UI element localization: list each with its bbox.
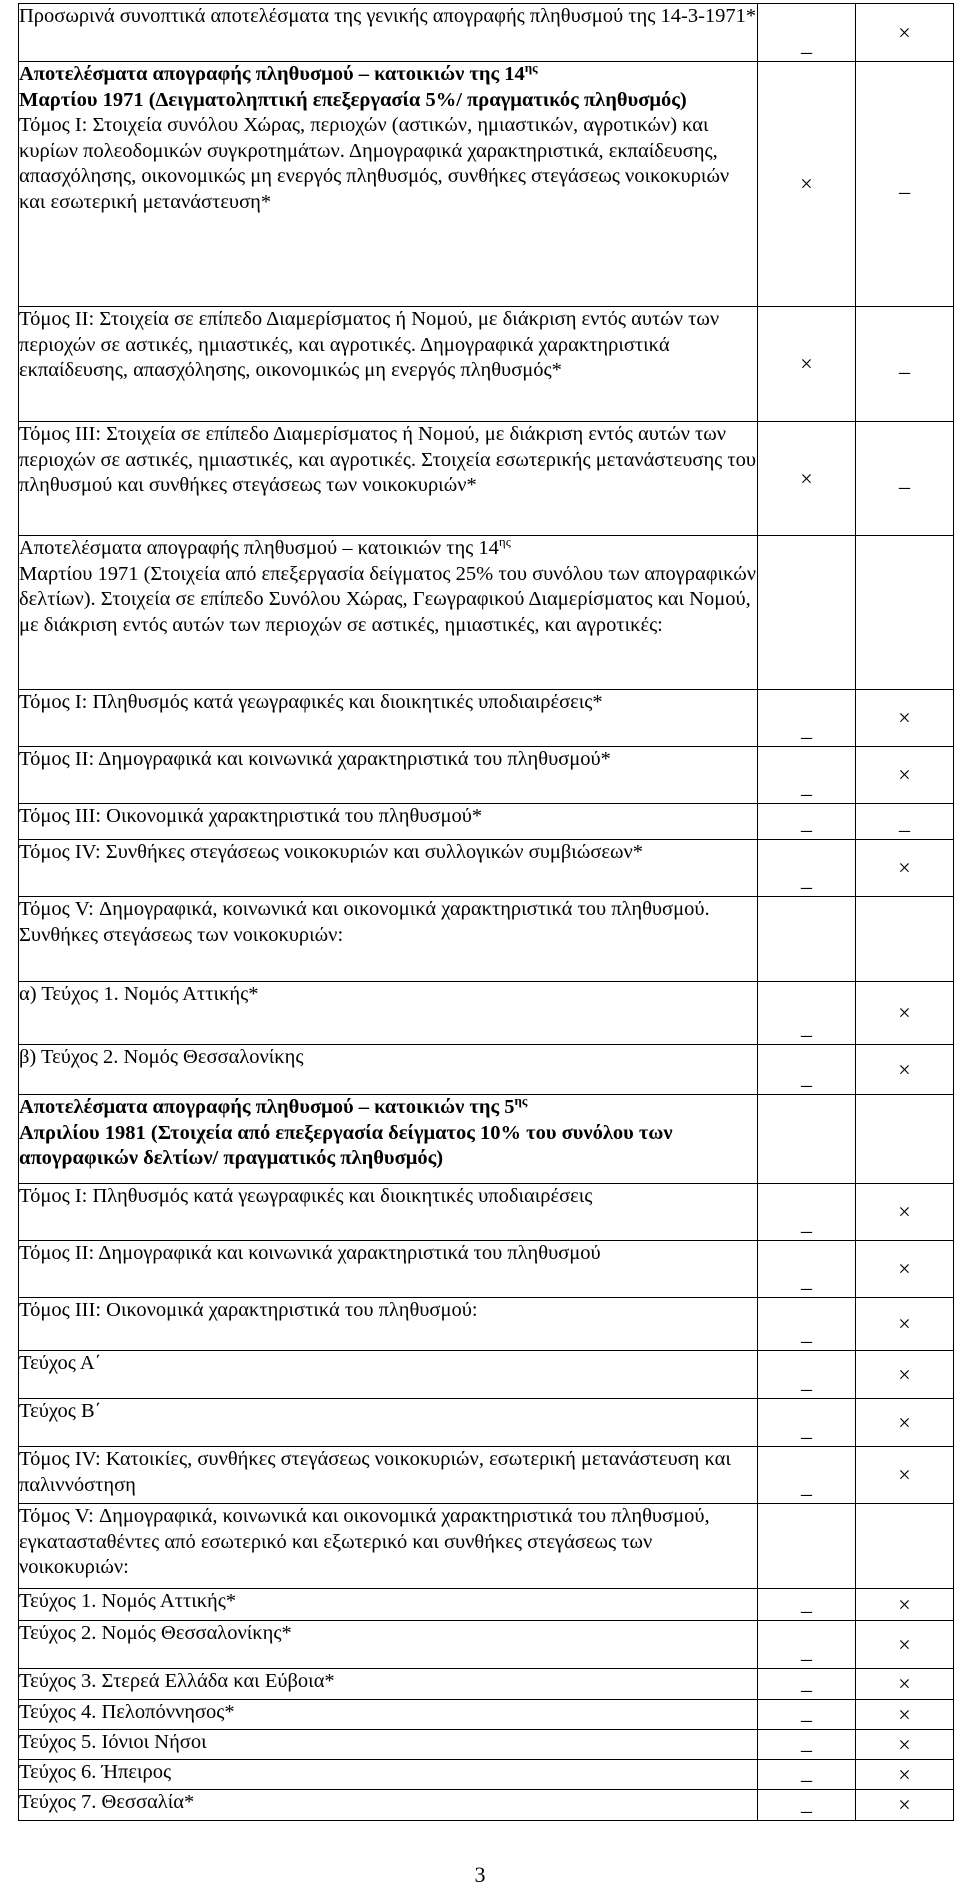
availability-mark-col2 <box>856 1730 954 1760</box>
text-span: Τόμος Ι: Στοιχεία συνόλου Χώρας, περιοχών (αστικών, ημιαστικών, αγροτικών) και κυρίων πολεοδομικών συγκροτημάτων. Δημογραφικά χαρακτηριστικά, εκπαίδευσης, απασχόλησης, οικονομικώς μη ενεργός πληθυσμός, συνθήκες στεγάσεως νοικοκυριών και εσωτερική μετανάστευση* <box>19 114 730 213</box>
text-span: Τόμος V: Δημογραφικά, κοινωνικά και οικονομικά χαρακτηριστικά του πληθυσμού, εγκατασταθέντες από εσωτερικό και εξωτερικό και συνθήκες στεγάσεως των νοικοκυριών: <box>19 1505 710 1579</box>
dash-mark: _ <box>801 773 812 798</box>
table-row <box>19 307 954 422</box>
availability-mark-col1 <box>758 1095 856 1184</box>
availability-mark-col2 <box>856 1589 954 1621</box>
dash-mark: _ <box>801 1064 812 1089</box>
description-text <box>19 1700 757 1726</box>
availability-mark-col1 <box>758 1399 856 1447</box>
publication-description <box>19 1621 758 1669</box>
dash-mark: _ <box>801 1416 812 1441</box>
publication-description <box>19 1760 758 1790</box>
publication-description <box>19 1045 758 1095</box>
cross-mark: × <box>800 351 813 376</box>
availability-mark-col1 <box>758 536 856 690</box>
description-text <box>19 1730 757 1756</box>
table-row <box>19 1700 954 1730</box>
dash-mark: _ <box>801 1267 812 1292</box>
description-text <box>19 804 757 830</box>
description-text <box>19 1589 757 1615</box>
cross-mark: × <box>898 1761 911 1787</box>
table-row <box>19 1241 954 1298</box>
availability-mark-col1 <box>758 1700 856 1730</box>
table-row <box>19 840 954 897</box>
cross-mark: × <box>898 1199 911 1224</box>
availability-mark-col2 <box>856 4 954 62</box>
availability-mark-col1 <box>758 1760 856 1790</box>
description-text <box>19 1298 757 1324</box>
cross-mark: × <box>898 1731 911 1757</box>
description-text <box>19 422 757 499</box>
cross-mark: × <box>898 1671 911 1696</box>
text-span: Τεύχος 5. Ιόνιοι Νήσοι <box>19 1731 207 1753</box>
table-row <box>19 1621 954 1669</box>
availability-mark-col1 <box>758 897 856 982</box>
text-span: Τεύχος 3. Στερεά Ελλάδα και Εύβοια* <box>19 1670 335 1692</box>
dash-mark: _ <box>899 465 910 491</box>
table-row <box>19 62 954 307</box>
description-text <box>19 1241 757 1267</box>
text-span: Αποτελέσματα απογραφής πληθυσμού – κατοικιών της 14 <box>19 537 499 559</box>
publication-description <box>19 4 758 62</box>
text-span: Τόμος ΙΙ: Δημογραφικά και κοινωνικά χαρακτηριστικά του πληθυσμού* <box>19 748 611 770</box>
description-text <box>19 1045 757 1071</box>
text-span: Τόμος ΙΙΙ: Στοιχεία σε επίπεδο Διαμερίσματος ή Νομού, με διάκριση εντός αυτών των περιοχών σε αστικές, ημιαστικές, και αγροτικές. Στοιχεία εσωτερικής μετανάστευσης του πληθυσμού και συνθήκες στεγάσεως των νοικοκυριών* <box>19 423 757 497</box>
publication-description <box>19 1504 758 1589</box>
census-publications-table <box>18 3 954 1821</box>
availability-mark-col2 <box>856 1399 954 1447</box>
description-text <box>19 1447 757 1498</box>
publication-description <box>19 536 758 690</box>
cross-mark: × <box>898 19 911 45</box>
publication-description <box>19 422 758 536</box>
description-text <box>19 840 757 866</box>
description-text <box>19 897 757 948</box>
table-row <box>19 1095 954 1184</box>
availability-mark-col1 <box>758 1504 856 1589</box>
description-text <box>19 1351 757 1377</box>
dash-mark: _ <box>801 716 812 741</box>
table-row <box>19 1790 954 1821</box>
cross-mark: × <box>800 171 813 196</box>
cross-mark: × <box>898 705 911 730</box>
cross-mark: × <box>898 1462 911 1487</box>
text-span: Απριλίου 1981 (Στοιχεία από επεξεργασία δείγματος 10% του συνόλου των απογραφικών δελτίων/ πραγματικός πληθυσμός) <box>19 1121 673 1170</box>
text-span: Τεύχος 2. Νομός Θεσσαλονίκης* <box>19 1622 292 1644</box>
dash-mark: _ <box>801 1368 812 1393</box>
availability-mark-col2 <box>856 1351 954 1399</box>
dash-mark: _ <box>899 809 910 834</box>
description-text <box>19 1184 757 1210</box>
dash-mark: _ <box>801 1669 812 1694</box>
table-row <box>19 1045 954 1095</box>
description-text <box>19 982 757 1008</box>
availability-mark-col2 <box>856 1184 954 1241</box>
text-span: Μαρτίου 1971 (Δειγματοληπτική επεξεργασία 5%/ πραγματικός πληθυσμός) <box>19 88 687 111</box>
text-span: Τόμος ΙV: Κατοικίες, συνθήκες στεγάσεως νοικοκυριών, εσωτερική μετανάστευση και παλιννόστηση <box>19 1448 731 1496</box>
text-span: Τόμος V: Δημογραφικά, κοινωνικά και οικονομικά χαρακτηριστικά του πληθυσμού. Συνθήκες στεγάσεως των νοικοκυριών: <box>19 898 710 946</box>
availability-mark-col1 <box>758 1621 856 1669</box>
availability-mark-col1 <box>758 1351 856 1399</box>
table-row <box>19 1184 954 1241</box>
cross-mark: × <box>898 762 911 787</box>
publication-description <box>19 1447 758 1504</box>
table-row <box>19 690 954 747</box>
publication-description <box>19 982 758 1045</box>
table-row <box>19 1669 954 1700</box>
text-span: Τεύχος 1. Νομός Αττικής* <box>19 1590 237 1612</box>
publication-description <box>19 1184 758 1241</box>
description-text <box>19 536 757 638</box>
availability-mark-col1 <box>758 1045 856 1095</box>
table-row <box>19 422 954 536</box>
dash-mark: _ <box>801 1014 812 1039</box>
publication-description <box>19 1669 758 1700</box>
publication-description <box>19 897 758 982</box>
publication-description <box>19 804 758 840</box>
publication-description <box>19 1730 758 1760</box>
dash-mark: _ <box>801 1320 812 1345</box>
table-row <box>19 536 954 690</box>
text-span: Μαρτίου 1971 (Στοιχεία από επεξεργασία δείγματος 25% του συνόλου των απογραφικών δελτίων). Στοιχεία σε επίπεδο Συνόλου Χώρας, Γεωγραφικού Διαμερίσματος και Νομού, με διάκριση εντός αυτών των περιοχών σε αστικές, ημιαστικές, και αγροτικές: <box>19 562 757 636</box>
publication-description <box>19 1241 758 1298</box>
text-span: Τόμος ΙΙΙ: Οικονομικά χαρακτηριστικά του πληθυσμού: <box>19 1299 478 1321</box>
availability-mark-col1 <box>758 1730 856 1760</box>
publication-description <box>19 1095 758 1184</box>
text-span: Τεύχος 6. Ήπειρος <box>19 1761 172 1783</box>
cross-mark: × <box>898 855 911 880</box>
text-span: Αποτελέσματα απογραφής πληθυσμού – κατοικιών της 14 <box>19 63 525 85</box>
publication-description <box>19 1351 758 1399</box>
publication-description <box>19 1399 758 1447</box>
availability-mark-col2 <box>856 422 954 536</box>
cross-mark: × <box>898 1311 911 1336</box>
availability-mark-col1 <box>758 1589 856 1621</box>
dash-mark: _ <box>801 809 812 834</box>
availability-mark-col1 <box>758 307 856 422</box>
ordinal-superscript: ης <box>524 60 538 76</box>
availability-mark-col1 <box>758 1790 856 1821</box>
table-row <box>19 1589 954 1621</box>
description-text <box>19 747 757 773</box>
publication-description <box>19 62 758 307</box>
description-text <box>19 1621 757 1647</box>
cross-mark: × <box>898 1701 911 1727</box>
availability-mark-col1 <box>758 62 856 307</box>
description-text <box>19 1399 757 1425</box>
table-row <box>19 1447 954 1504</box>
table-row <box>19 1399 954 1447</box>
availability-mark-col1 <box>758 1447 856 1504</box>
publication-description <box>19 1700 758 1730</box>
description-text <box>19 690 757 716</box>
text-span: Αποτελέσματα απογραφής πληθυσμού – κατοικιών της 5 <box>19 1096 515 1118</box>
dash-mark: _ <box>801 1759 812 1784</box>
page-number: 3 <box>474 1862 486 1887</box>
text-span: Τεύχος Α΄ <box>19 1352 102 1374</box>
text-span: Προσωρινά συνοπτικά αποτελέσματα της γενικής απογραφής πληθυσμού της 14-3-1971* <box>19 5 757 27</box>
cross-mark: × <box>898 1000 911 1025</box>
availability-mark-col2 <box>856 897 954 982</box>
cross-mark: × <box>898 1409 911 1435</box>
availability-mark-col1 <box>758 982 856 1045</box>
availability-mark-col1 <box>758 4 856 62</box>
availability-mark-col1 <box>758 1669 856 1700</box>
availability-mark-col1 <box>758 840 856 897</box>
dash-mark: _ <box>801 31 812 56</box>
availability-mark-col2 <box>856 1621 954 1669</box>
availability-mark-col2 <box>856 1504 954 1589</box>
description-text <box>19 1095 757 1172</box>
cross-mark: × <box>800 465 813 491</box>
ordinal-superscript: ης <box>514 1093 528 1109</box>
availability-mark-col2 <box>856 747 954 804</box>
availability-mark-col1 <box>758 1241 856 1298</box>
text-span: Τόμος ΙΙ: Δημογραφικά και κοινωνικά χαρακτηριστικά του πληθυσμού <box>19 1242 601 1264</box>
cross-mark: × <box>898 1631 911 1657</box>
cross-mark: × <box>898 1792 911 1817</box>
dash-mark: _ <box>801 1790 812 1815</box>
text-span: β) Τεύχος 2. Νομός Θεσσαλονίκης <box>19 1046 304 1068</box>
availability-mark-col2 <box>856 1760 954 1790</box>
table-row <box>19 4 954 62</box>
table-row <box>19 1504 954 1589</box>
availability-mark-col1 <box>758 1298 856 1351</box>
availability-mark-col1 <box>758 690 856 747</box>
availability-mark-col2 <box>856 1447 954 1504</box>
cross-mark: × <box>898 1056 911 1082</box>
availability-mark-col1 <box>758 422 856 536</box>
dash-mark: _ <box>801 1729 812 1754</box>
text-span: Τόμος Ι: Πληθυσμός κατά γεωγραφικές και διοικητικές υποδιαιρέσεις <box>19 1185 593 1207</box>
availability-mark-col1 <box>758 747 856 804</box>
cross-mark: × <box>898 1256 911 1281</box>
table-row <box>19 897 954 982</box>
publication-description <box>19 1589 758 1621</box>
text-span: Τόμος Ι: Πληθυσμός κατά γεωγραφικές και διοικητικές υποδιαιρέσεις* <box>19 691 603 713</box>
availability-mark-col2 <box>856 804 954 840</box>
table-row <box>19 982 954 1045</box>
table-row <box>19 1351 954 1399</box>
table-row <box>19 804 954 840</box>
dash-mark: _ <box>899 351 910 376</box>
availability-mark-col2 <box>856 1669 954 1700</box>
dash-mark: _ <box>801 1638 812 1663</box>
table-row <box>19 1760 954 1790</box>
availability-mark-col2 <box>856 536 954 690</box>
description-text <box>19 307 757 384</box>
description-text <box>19 1504 757 1581</box>
publication-description <box>19 840 758 897</box>
text-span: Τόμος ΙV: Συνθήκες στεγάσεως νοικοκυριών και συλλογικών συμβιώσεων* <box>19 841 643 863</box>
description-text <box>19 113 757 215</box>
dash-mark: _ <box>899 171 910 196</box>
publication-description <box>19 1790 758 1821</box>
table-row <box>19 1298 954 1351</box>
cross-mark: × <box>898 1591 911 1617</box>
dash-mark: _ <box>801 1699 812 1724</box>
text-span: Τόμος ΙΙΙ: Οικονομικά χαρακτηριστικά του πληθυσμού* <box>19 805 483 827</box>
availability-mark-col2 <box>856 1095 954 1184</box>
availability-mark-col2 <box>856 982 954 1045</box>
availability-mark-col2 <box>856 1241 954 1298</box>
availability-mark-col2 <box>856 1700 954 1730</box>
publication-description <box>19 1298 758 1351</box>
description-text <box>19 1669 757 1695</box>
text-span: Τεύχος 7. Θεσσαλία* <box>19 1791 195 1813</box>
availability-mark-col2 <box>856 1045 954 1095</box>
availability-mark-col1 <box>758 1184 856 1241</box>
dash-mark: _ <box>801 1210 812 1235</box>
dash-mark: _ <box>801 1590 812 1615</box>
availability-mark-col2 <box>856 307 954 422</box>
availability-mark-col1 <box>758 804 856 840</box>
publication-description <box>19 747 758 804</box>
publication-description <box>19 307 758 422</box>
text-span: Τεύχος Β΄ <box>19 1400 102 1422</box>
availability-mark-col2 <box>856 1298 954 1351</box>
publication-description <box>19 690 758 747</box>
cross-mark: × <box>898 1361 911 1387</box>
availability-mark-col2 <box>856 690 954 747</box>
availability-mark-col2 <box>856 1790 954 1821</box>
text-span: Τεύχος 4. Πελοπόννησος* <box>19 1701 235 1723</box>
description-text <box>19 1760 757 1786</box>
description-text <box>19 4 757 30</box>
dash-mark: _ <box>801 866 812 891</box>
description-text <box>19 62 757 113</box>
ordinal-superscript: ης <box>498 534 511 550</box>
text-span: Τόμος ΙΙ: Στοιχεία σε επίπεδο Διαμερίσματος ή Νομού, με διάκριση εντός αυτών των περιοχών σε αστικές, ημιαστικές, και αγροτικές. Δημογραφικά χαρακτηριστικά εκπαίδευσης, απασχόλησης, οικονομικώς μη ενεργός πληθυσμός* <box>19 308 720 382</box>
description-text <box>19 1790 757 1816</box>
table-row <box>19 1730 954 1760</box>
dash-mark: _ <box>801 1473 812 1498</box>
text-span: α) Τεύχος 1. Νομός Αττικής* <box>19 983 259 1005</box>
table-row <box>19 747 954 804</box>
availability-mark-col2 <box>856 62 954 307</box>
availability-mark-col2 <box>856 840 954 897</box>
